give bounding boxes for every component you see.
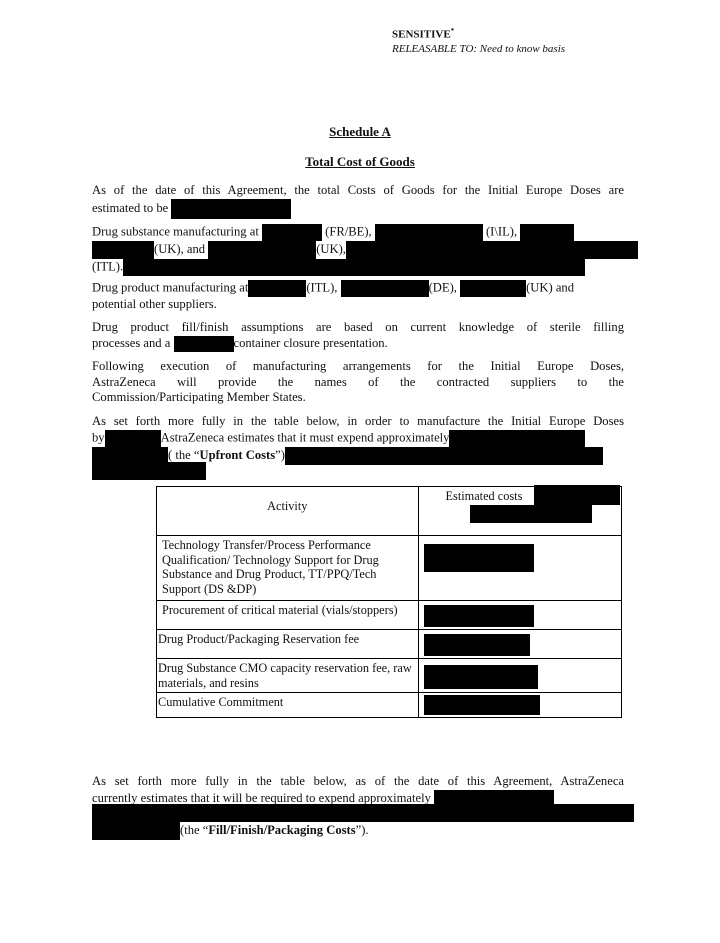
redaction: [470, 505, 592, 523]
redaction: [174, 336, 234, 352]
activity-cell: Cumulative Commitment: [157, 693, 419, 718]
activity-cell: Drug Substance CMO capacity reservation fee, raw materials, and resins: [157, 659, 419, 693]
redaction: [534, 485, 620, 505]
sensitive-label: SENSITIVE*: [392, 27, 455, 41]
redaction: [285, 447, 603, 465]
redaction: [341, 280, 429, 297]
paragraph-fill-finish-costs-end: (the “Fill/Finish/Packaging Costs”).: [92, 822, 624, 840]
activity-cell: Technology Transfer/Process Performance Qualification/ Technology Support for Drug Substance and Drug Product, TT/PPQ/Tech Support (DS &DP): [157, 536, 419, 601]
redaction: [375, 224, 483, 241]
cost-cell: [418, 693, 621, 718]
redaction: [424, 605, 534, 627]
activity-cell: Procurement of critical material (vials/stoppers): [157, 601, 419, 630]
sensitivity-header: [392, 24, 565, 56]
redaction: [424, 665, 538, 689]
redaction: [460, 280, 526, 297]
cost-cell: [418, 630, 621, 659]
paragraph-following-execution: Following execution of manufacturing arrangements for the Initial Europe Doses, AstraZeneca will provide the names of the contracted suppliers to the Commission/Participating Member States.: [92, 359, 624, 404]
redaction: [424, 634, 530, 656]
redaction: [92, 462, 206, 480]
releasable-label: RELEASABLE TO: Need to know basis: [392, 42, 566, 55]
activity-cell: Drug Product/Packaging Reservation fee: [157, 630, 419, 659]
redaction: [248, 280, 306, 297]
paragraph-total-cost: As of the date of this Agreement, the total Costs of Goods for the Initial Europe Doses are estimated to be: [92, 183, 624, 219]
cost-cell: [418, 536, 621, 601]
paragraph-upfront-costs: As set forth more fully in the table below, in order to manufacture the Initial Europe Doses by AstraZeneca estimates that it must expend approximately ( the “Upfront Costs”): [92, 414, 624, 465]
table-row: [157, 536, 622, 601]
paragraph-fill-finish: Drug product fill/finish assumptions are based on current knowledge of sterile filling processes and a container closure presentation.: [92, 320, 624, 352]
cost-cell: [418, 601, 621, 630]
redaction: [123, 259, 585, 276]
table-row: [157, 693, 622, 718]
paragraph-drug-substance: Drug substance manufacturing at (FR/BE), (I\IL), (UK), and (UK), (ITL).: [92, 224, 624, 276]
redaction: [262, 224, 322, 241]
redaction: [520, 224, 574, 241]
paragraph-fill-finish-costs: As set forth more fully in the table below, as of the date of this Agreement, AstraZeneca currently estimates that it will be required to expend approximately: [92, 774, 624, 808]
redaction: [208, 241, 316, 259]
table-row: [157, 601, 622, 630]
redaction: [92, 822, 180, 840]
table-row: [157, 659, 622, 693]
estimated-costs-header: Estimated costs: [418, 487, 621, 536]
redaction: [424, 544, 534, 572]
cost-cell: [418, 659, 621, 693]
redaction: [424, 695, 540, 715]
redaction: [449, 430, 585, 447]
redaction: [171, 199, 291, 219]
redaction: [105, 430, 161, 447]
schedule-title: Schedule A: [329, 124, 391, 139]
redaction: [92, 804, 634, 822]
table-row: [157, 630, 622, 659]
redaction: [346, 241, 638, 259]
activity-header: Activity: [157, 487, 419, 536]
redaction: [92, 241, 154, 259]
schedule-subtitle: Total Cost of Goods: [305, 154, 415, 169]
paragraph-drug-product: Drug product manufacturing at (ITL), (DE), (UK) and potential other suppliers.: [92, 280, 575, 311]
